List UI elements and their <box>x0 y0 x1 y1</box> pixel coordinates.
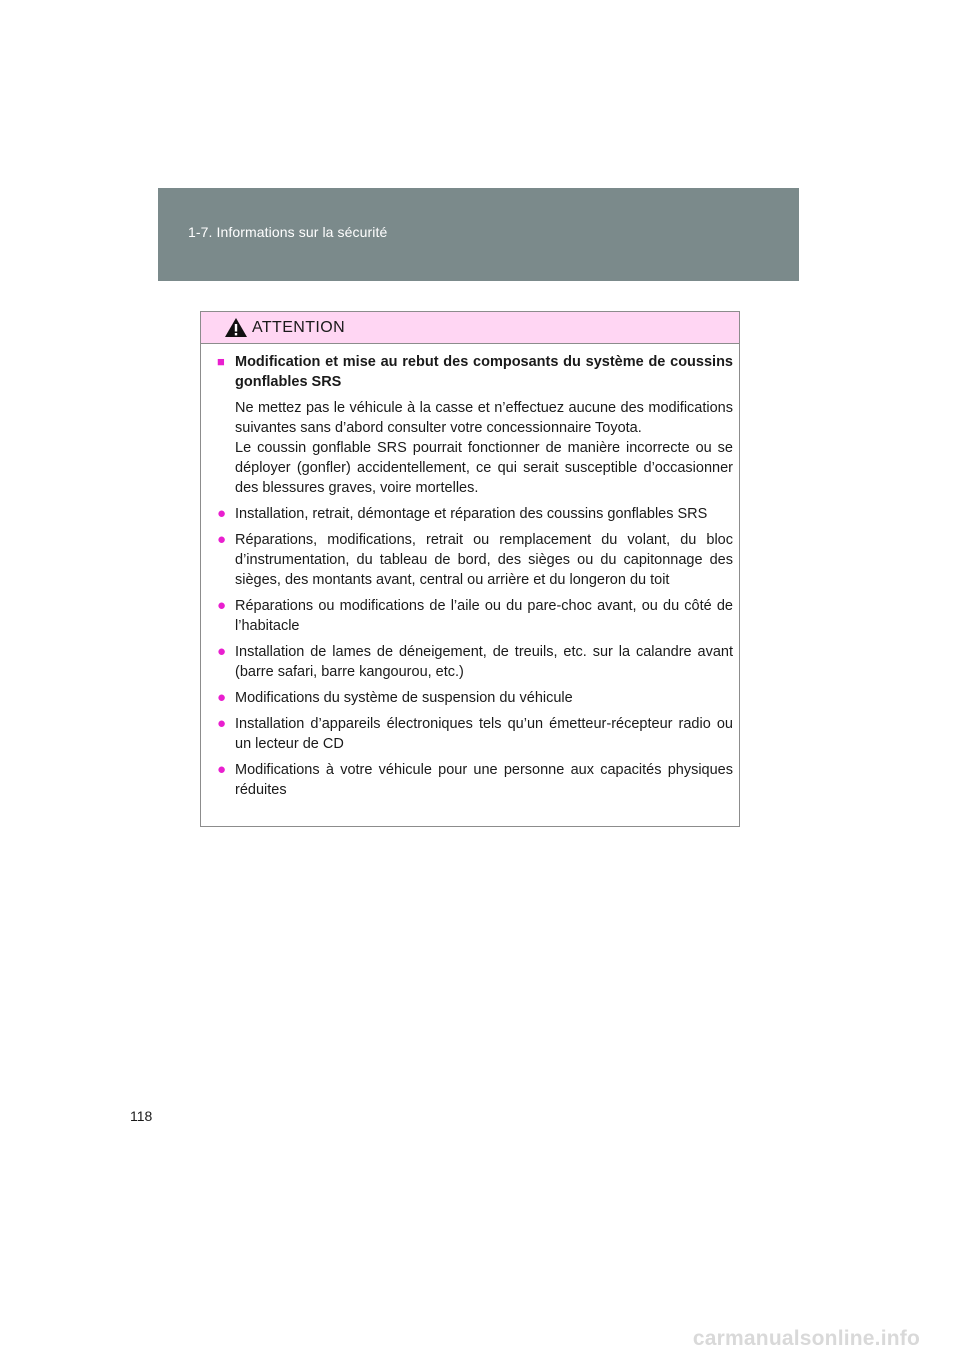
warning-triangle-icon <box>224 317 248 338</box>
paragraph-1: Ne mettez pas le véhicule à la casse et n’effectuez aucune des modifications suivantes sans d’abord consulter votre concessionnaire Toyota. <box>235 400 733 436</box>
list-item <box>217 596 733 636</box>
chapter-header-band <box>158 188 799 281</box>
bullet-dot-icon: ● <box>217 715 227 732</box>
bullet-dot-icon: ● <box>217 761 227 778</box>
list-item <box>217 760 733 800</box>
section-title-text: Modification et mise au rebut des composants du système de coussins gonflables SRS <box>235 354 733 390</box>
warning-body <box>201 344 739 800</box>
list-item-text: Réparations ou modifications de l’aile ou du pare-choc avant, ou du côté de l’habitacle <box>235 598 733 634</box>
warning-header <box>201 312 739 344</box>
intro-paragraph <box>217 398 733 498</box>
list-item-text: Modifications à votre véhicule pour une personne aux capacités physiques réduites <box>235 762 733 798</box>
paragraph-2: Le coussin gonflable SRS pourrait fonctionner de manière incorrecte ou se déployer (gonfler) accidentellement, ce qui serait susceptible d’occasionner des blessures graves, voire mortelles. <box>235 440 733 496</box>
list-item <box>217 714 733 754</box>
bullet-dot-icon: ● <box>217 689 227 706</box>
list-item <box>217 504 733 524</box>
list-item <box>217 688 733 708</box>
list-item-text: Modifications du système de suspension du véhicule <box>235 690 573 706</box>
list-item <box>217 530 733 590</box>
list-item <box>217 642 733 682</box>
bullet-dot-icon: ● <box>217 531 227 548</box>
bullet-dot-icon: ● <box>217 505 227 522</box>
section-title <box>217 352 733 392</box>
watermark[interactable]: carmanualsonline.info <box>692 1327 920 1350</box>
chapter-title: 1-7. Informations sur la sécurité <box>188 224 388 240</box>
square-bullet-icon: ■ <box>217 354 225 369</box>
list-item-text: Installation, retrait, démontage et réparation des coussins gonflables SRS <box>235 506 708 522</box>
page-number: 118 <box>130 1108 153 1124</box>
warning-label: ATTENTION <box>252 318 346 336</box>
bullet-dot-icon: ● <box>217 597 227 614</box>
list-item-text: Réparations, modifications, retrait ou remplacement du volant, du bloc d’instrumentation, du tableau de bord, des sièges ou du capitonnage des sièges, des montants avant, central ou arrière et du longeron du toit <box>235 532 733 588</box>
warning-box <box>200 311 740 827</box>
list-item-text: Installation d’appareils électroniques tels qu’un émetteur-récepteur radio ou un lecteur de CD <box>235 716 733 752</box>
bullet-dot-icon: ● <box>217 643 227 660</box>
list-item-text: Installation de lames de déneigement, de treuils, etc. sur la calandre avant (barre safari, barre kangourou, etc.) <box>235 644 733 680</box>
